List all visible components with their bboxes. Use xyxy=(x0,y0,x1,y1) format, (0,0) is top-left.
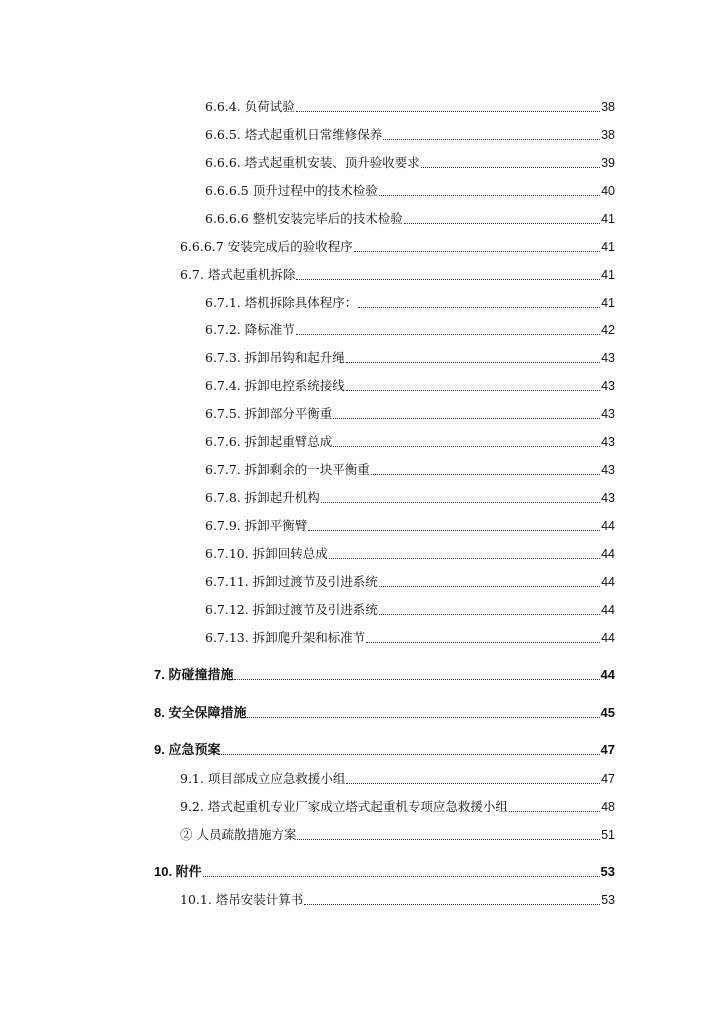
toc-entry[interactable] xyxy=(205,570,615,590)
toc-entry-title: 9.1. 项目部成立应急救援小组 xyxy=(180,771,346,786)
toc-entry[interactable] xyxy=(180,767,615,787)
toc-leader-dots xyxy=(247,717,599,718)
toc-leader-dots xyxy=(333,446,600,447)
toc-page-number: 47 xyxy=(601,772,615,786)
toc-leader-dots xyxy=(346,390,600,391)
toc-entry[interactable] xyxy=(180,823,615,843)
toc-leader-dots xyxy=(421,167,600,168)
toc-chapter-entry[interactable] xyxy=(154,701,615,721)
toc-entry-title: 6.6.6.7 安装完成后的验收程序 xyxy=(180,239,353,254)
toc-page-number: 44 xyxy=(601,631,615,645)
toc-leader-dots xyxy=(509,811,600,812)
toc-entry[interactable] xyxy=(205,346,615,366)
toc-leader-dots xyxy=(366,642,600,643)
toc-leader-dots xyxy=(358,307,600,308)
toc-entry-title: 10.1. 塔吊安装计算书 xyxy=(180,892,304,907)
toc-chapter-entry[interactable] xyxy=(154,663,615,683)
toc-entry-title: 6.7.6. 拆卸起重臂总成 xyxy=(205,434,333,449)
toc-leader-dots xyxy=(404,223,600,224)
toc-entry-title: 6.7.1. 塔机拆除具体程序： xyxy=(205,295,358,310)
toc-entry[interactable] xyxy=(205,402,615,422)
toc-page-number: 44 xyxy=(601,519,615,533)
toc-page-number: 44 xyxy=(601,547,615,561)
toc-page-number: 43 xyxy=(601,379,615,393)
toc-entry-title: 6.7.5. 拆卸部分平衡重 xyxy=(205,406,333,421)
toc-page-number: 45 xyxy=(600,705,615,720)
toc-entry[interactable] xyxy=(205,291,615,311)
toc-entry-title: ② 人员疏散措施方案 xyxy=(180,827,297,842)
toc-entry[interactable] xyxy=(205,458,615,478)
toc-page-number: 43 xyxy=(601,407,615,421)
toc-entry-title: 6.7.3. 拆卸吊钩和起升绳 xyxy=(205,350,345,365)
toc-page-number: 41 xyxy=(601,268,615,282)
toc-leader-dots xyxy=(304,904,600,905)
toc-entry-title: 10. 附件 xyxy=(154,864,202,879)
toc-page-number: 47 xyxy=(600,742,615,757)
toc-entry-title: 6.6.6.6 整机安装完毕后的技术检验 xyxy=(205,211,403,226)
toc-leader-dots xyxy=(221,754,599,755)
toc-entry-title: 6.7.13. 拆卸爬升架和标准节 xyxy=(205,630,366,645)
toc-entry-title: 6.7.9. 拆卸平衡臂 xyxy=(205,518,308,533)
toc-entry-title: 7. 防碰撞措施 xyxy=(154,667,234,682)
toc-leader-dots xyxy=(379,195,600,196)
toc-leader-dots xyxy=(354,251,600,252)
toc-entry[interactable] xyxy=(205,95,615,115)
toc-entry-title: 9.2. 塔式起重机专业厂家成立塔式起重机专项应急救援小组 xyxy=(180,799,508,814)
toc-leader-dots xyxy=(296,334,600,335)
toc-leader-dots xyxy=(346,362,600,363)
toc-page-number: 41 xyxy=(601,240,615,254)
toc-leader-dots xyxy=(379,586,600,587)
toc-entry[interactable] xyxy=(205,123,615,143)
toc-entry-title: 6.7.11. 拆卸过渡节及引进系统 xyxy=(205,574,378,589)
toc-entry-title: 6.7.12. 拆卸过渡节及引进系统 xyxy=(205,602,378,617)
toc-entry[interactable] xyxy=(205,318,615,338)
toc-leader-dots xyxy=(379,614,600,615)
toc-leader-dots xyxy=(308,530,600,531)
toc-leader-dots xyxy=(321,502,600,503)
toc-page-number: 51 xyxy=(601,828,615,842)
toc-leader-dots xyxy=(296,279,600,280)
toc-leader-dots xyxy=(296,111,600,112)
toc-chapter-entry[interactable] xyxy=(154,860,615,880)
toc-entry[interactable] xyxy=(205,542,615,562)
toc-entry-title: 6.7.10. 拆卸回转总成 xyxy=(205,546,328,561)
toc-page-number: 48 xyxy=(601,800,615,814)
toc-page-number: 43 xyxy=(601,351,615,365)
toc-page-number: 44 xyxy=(601,603,615,617)
toc-entry[interactable] xyxy=(205,151,615,171)
toc-entry-title: 6.7.8. 拆卸起升机构 xyxy=(205,490,320,505)
toc-entry[interactable] xyxy=(180,263,615,283)
toc-leader-dots xyxy=(371,474,600,475)
toc-entry[interactable] xyxy=(205,374,615,394)
toc-entry[interactable] xyxy=(180,888,615,908)
toc-page-number: 43 xyxy=(601,435,615,449)
toc-entry[interactable] xyxy=(205,486,615,506)
toc-entry-title: 6.7. 塔式起重机拆除 xyxy=(180,267,296,282)
toc-page-number: 40 xyxy=(601,184,615,198)
toc-page-number: 42 xyxy=(601,323,615,337)
toc-entry-title: 6.6.5. 塔式起重机日常维修保养 xyxy=(205,127,383,142)
toc-page-number: 39 xyxy=(601,156,615,170)
toc-page-number: 53 xyxy=(600,864,615,879)
toc-entry-title: 6.6.4. 负荷试验 xyxy=(205,99,295,114)
toc-entry[interactable] xyxy=(205,626,615,646)
toc-entry[interactable] xyxy=(180,235,615,255)
toc-page-number: 53 xyxy=(601,893,615,907)
toc-entry-title: 6.6.6. 塔式起重机安装、顶升验收要求 xyxy=(205,155,420,170)
toc-leader-dots xyxy=(346,783,600,784)
toc-page-number: 41 xyxy=(601,296,615,310)
toc-entry[interactable] xyxy=(205,179,615,199)
toc-page-number: 44 xyxy=(600,667,615,682)
toc-entry-title: 8. 安全保障措施 xyxy=(154,705,247,720)
toc-page-number: 43 xyxy=(601,491,615,505)
toc-entry[interactable] xyxy=(205,207,615,227)
toc-entry-title: 9. 应急预案 xyxy=(154,742,221,757)
toc-entry[interactable] xyxy=(205,514,615,534)
toc-entry-title: 6.7.7. 拆卸剩余的一块平衡重 xyxy=(205,462,370,477)
toc-entry[interactable] xyxy=(205,430,615,450)
toc-page-number: 43 xyxy=(601,463,615,477)
toc-leader-dots xyxy=(333,418,600,419)
toc-page-number: 38 xyxy=(601,128,615,142)
toc-chapter-entry[interactable] xyxy=(154,738,615,758)
toc-entry-title: 6.7.4. 拆卸电控系统接线 xyxy=(205,378,345,393)
toc-leader-dots xyxy=(383,139,600,140)
toc-leader-dots xyxy=(297,839,600,840)
toc-page-number: 38 xyxy=(601,100,615,114)
toc-page-number: 44 xyxy=(601,575,615,589)
toc-entry[interactable] xyxy=(180,795,615,815)
toc-entry-title: 6.6.6.5 顶升过程中的技术检验 xyxy=(205,183,378,198)
toc-entry[interactable] xyxy=(205,598,615,618)
toc-page-number: 41 xyxy=(601,212,615,226)
toc-leader-dots xyxy=(203,876,600,877)
toc-entry-title: 6.7.2. 降标准节 xyxy=(205,322,295,337)
toc-leader-dots xyxy=(329,558,600,559)
toc-leader-dots xyxy=(234,679,599,680)
